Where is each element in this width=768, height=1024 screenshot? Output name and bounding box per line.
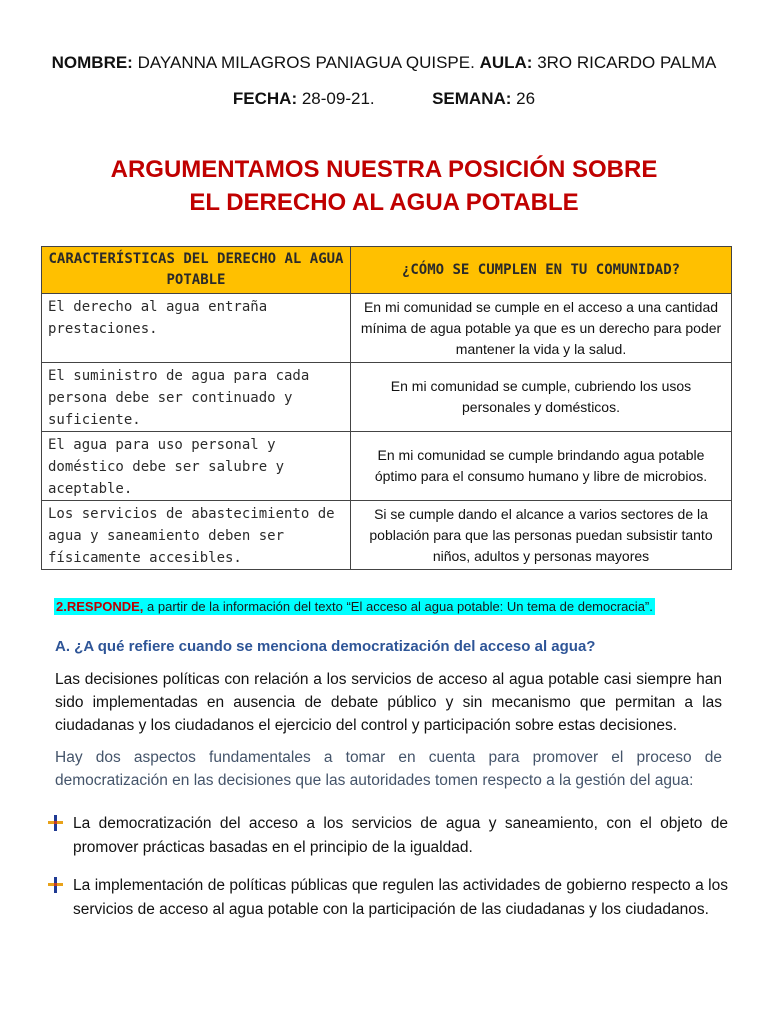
caracteristica-cell: El suministro de agua para cada persona debe ser continuado y suficiente. [42,363,351,432]
table-row [42,501,732,570]
caracteristica-cell: Los servicios de abastecimiento de agua y saneamiento deben ser físicamente accesibles. [42,501,351,570]
table-row [42,363,732,432]
header-name-line [0,53,768,73]
fecha-value: 28-09-21. [301,89,375,108]
aspects-paragraph: Hay dos aspectos fundamentales a tomar en cuenta para promover el proceso de democratización en las decisiones que las autoridades tomen respecto a la gestión del agua: [55,749,722,789]
aula-value: 3RO RICARDO PALMA [537,53,717,72]
bullet-cross-icon [48,815,64,831]
responde-instruction [54,598,655,615]
responde-label: 2.RESPONDE, [56,599,144,614]
answer-paragraph: Las decisiones políticas con relación a los servicios de acceso al agua potable casi siempre han sido implementadas en ausencia de debate público y sin mecanismo que permitan a las ciudadanas y los ciudadanos el ejercicio del control y participación sobre estas decisiones. [55,671,722,734]
semana-value: 26 [516,89,536,108]
cumplimiento-cell: En mi comunidad se cumple brindando agua potable óptimo para el consumo humano y libre de microbios. [351,432,732,501]
caracteristica-cell: El derecho al agua entraña prestaciones. [42,294,351,363]
cumplimiento-cell: En mi comunidad se cumple en el acceso a una cantidad mínima de agua potable ya que es un derecho para poder mantener la vida y la salud. [351,294,732,363]
fecha-label: FECHA: [232,89,298,108]
page-title [0,153,768,219]
header-date-line [0,89,768,109]
aula-label: AULA: [479,53,533,72]
bullet-text: La implementación de políticas públicas que regulen las actividades de gobierno respecto a los servicios de acceso al agua potable con la participación de las ciudadanas y los ciudadanos. [73,877,728,918]
list-item [48,874,728,922]
bullet-text: La democratización del acceso a los servicios de agua y saneamiento, con el objeto de promover prácticas basadas en el principio de la igualdad. [73,815,728,856]
rights-table [41,246,732,570]
cumplimiento-cell: En mi comunidad se cumple, cubriendo los usos personales y domésticos. [351,363,732,432]
table-header-row [42,247,732,294]
bullet-cross-icon [48,877,64,893]
table-row [42,432,732,501]
column-header-caracteristicas: CARACTERÍSTICAS DEL DERECHO AL AGUA POTABLE [42,247,351,294]
cumplimiento-cell: Si se cumple dando el alcance a varios sectores de la población para que las personas puedan subsistir tanto niños, adultos y personas mayores [351,501,732,570]
table-row [42,294,732,363]
question-a: A. ¿A qué refiere cuando se menciona democratización del acceso al agua? [55,638,596,655]
column-header-cumplimiento: ¿CÓMO SE CUMPLEN EN TU COMUNIDAD? [351,247,732,294]
nombre-value: DAYANNA MILAGROS PANIAGUA QUISPE. [137,53,475,72]
title-line-1: ARGUMENTAMOS NUESTRA POSICIÓN SOBRE [110,156,658,183]
semana-label: SEMANA: [432,89,512,108]
responde-text: a partir de la información del texto “El acceso al agua potable: Un tema de democracia”. [143,599,653,614]
list-item [48,812,728,860]
nombre-label: NOMBRE: [51,53,133,72]
caracteristica-cell: El agua para uso personal y doméstico debe ser salubre y aceptable. [42,432,351,501]
title-line-2: EL DERECHO AL AGUA POTABLE [189,189,579,216]
